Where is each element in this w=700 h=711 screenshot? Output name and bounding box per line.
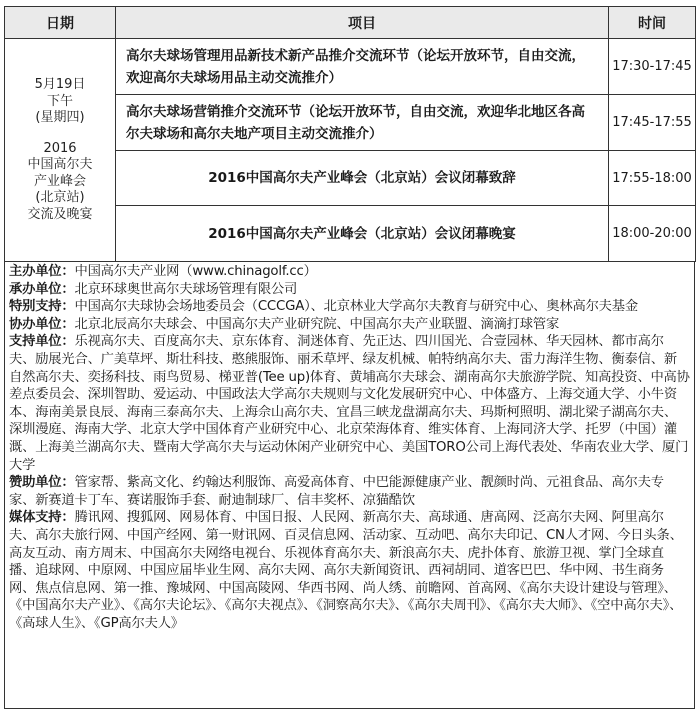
date-line: 下午 [46,93,73,109]
organizer-text: 北京环球奥世高尔夫球场管理有限公司 [74,281,298,297]
organizer-label: 主办单位： [9,264,75,279]
item-cell: 高尔夫球场管理用品新技术新产品推介交流环节（论坛开放环节，自由交流，欢迎高尔夫球场用品主动交流推介） [116,39,609,95]
header-time: 时间 [609,7,696,39]
time-cell: 17:30-17:45 [609,39,696,95]
date-line: (星期四) [35,110,85,125]
organizer-text: 乐视高尔夫、百度高尔夫、京东体育、洞迷体育、先正达、四川国光、合壹园林、华天园林、都市高尔夫、励展光合、广美草坪、斯壮科技、憨熊服饰、丽禾草坪、绿友机械、帕特纳高尔夫、雷力海洋生物、衡泰信、新自然高尔夫、奕扬科技、雨鸟贸易、梯亚普(Tee up)体育、黄埔高尔夫球会、湖南高尔夫旅游学院、知高投资、中高协差点委员会、深圳智助、爱运动、中国政法大学高尔夫规则与文化发展研究中心、中体盛方、上海交通大学、小牛资本、海南美景良辰、海南三泰高尔夫、上海佘山高尔夫、宜昌三峡龙盘湖高尔夫、玛斯柯照明、湖北梁子湖高尔夫、深圳漫庭、海南大学、北京大学中国体育产业研究中心、北京荣海体育、维实体育、上海同济大学、托罗（中国）灌溉、上海美兰湖高尔夫、暨南大学高尔夫与运动休闲产业研究中心、美国TORO公司上海代表处、华南农业大学、厦门大学 [9,334,690,473]
organizer-paragraph [9,474,690,509]
time-cell: 17:45-17:55 [609,95,696,151]
organizer-label: 协办单位： [9,316,75,332]
date-line: 交流及晚宴 [27,206,93,222]
item-cell: 高尔夫球场营销推介交流环节（论坛开放环节，自由交流，欢迎华北地区各高尔夫球场和高尔夫地产项目主动交流推介） [116,95,609,151]
organizer-paragraph [9,509,690,632]
organizer-text: 腾讯网、搜狐网、网易体育、中国日报、人民网、新高尔夫、高球通、唐高网、泛高尔夫网、阿里高尔夫、高尔夫旅行网、中国产经网、第一财讯网、百灵信息网、活动家、互动吧、高尔夫印记、CN人才网、今日头条、高友互动、南方周末、中国高尔夫网络电视台、乐视体育高尔夫、新浪高尔夫、虎扑体育、旅游卫视、掌门全球直播、追球网、中原网、中国应届毕业生网、高尔夫网、高尔夫新闻资讯、西祠胡同、道客巴巴、华中网、书生商务网、焦点信息网、第一推、豫城网、中国高陵网、华西书网、尚人绣、前瞻网、首高网、《高尔夫设计建设与管理》、《中国高尔夫产业》、《高尔夫论坛》、《高尔夫视点》、《洞察高尔夫》、《高尔夫周刊》、《高尔夫大师》、《空中高尔夫》、《高球人生》、《GP高尔夫人》 [9,510,683,631]
organizer-label: 媒体支持： [9,510,75,526]
organizer-text: 中国高尔夫产业网（www.chinagolf.cc） [74,264,317,279]
organizers-box [4,261,695,709]
organizer-label: 赞助单位： [9,475,75,491]
item-cell: 2016中国高尔夫产业峰会（北京站）会议闭幕晚宴 [116,206,609,262]
organizer-label: 支持单位： [9,334,75,350]
header-row [5,7,696,39]
organizer-label: 特别支持： [9,299,75,315]
date-line: (北京站) [35,190,85,205]
organizer-label: 承办单位： [9,281,75,297]
organizer-paragraph [9,263,690,281]
date-line: 2016 [43,140,77,156]
date-line: 5月19日 [34,77,86,92]
organizer-paragraph [9,333,690,474]
organizer-paragraph [9,316,690,334]
organizer-text: 中国高尔夫球协会场地委员会（CCCGA）、北京林业大学高尔夫教育与研究中心、奥林高尔夫基金 [74,299,638,315]
schedule-table [4,6,696,262]
organizer-text: 北京北辰高尔夫球会、中国高尔夫产业研究院、中国高尔夫产业联盟、滴滴打球管家 [74,316,560,332]
time-cell: 17:55-18:00 [609,151,696,206]
organizer-paragraph [9,281,690,299]
date-cell [5,39,116,262]
header-item: 项目 [116,7,609,39]
date-line: 中国高尔夫 [27,157,93,172]
header-date: 日期 [5,7,116,39]
date-line: 产业峰会 [33,173,86,189]
time-cell: 18:00-20:00 [609,206,696,262]
organizer-text: 管家帮、紫高文化、约翰达利服饰、高爱高体育、中巴能源健康产业、靓颜时尚、元祖食品、高尔夫专家、新赛道卡丁车、赛诺服饰手套、耐迪制球厂、信丰奖杯、凉猫酷饮 [9,475,664,508]
item-cell: 2016中国高尔夫产业峰会（北京站）会议闭幕致辞 [116,151,609,206]
organizer-paragraph [9,298,690,316]
table-row [5,39,696,95]
